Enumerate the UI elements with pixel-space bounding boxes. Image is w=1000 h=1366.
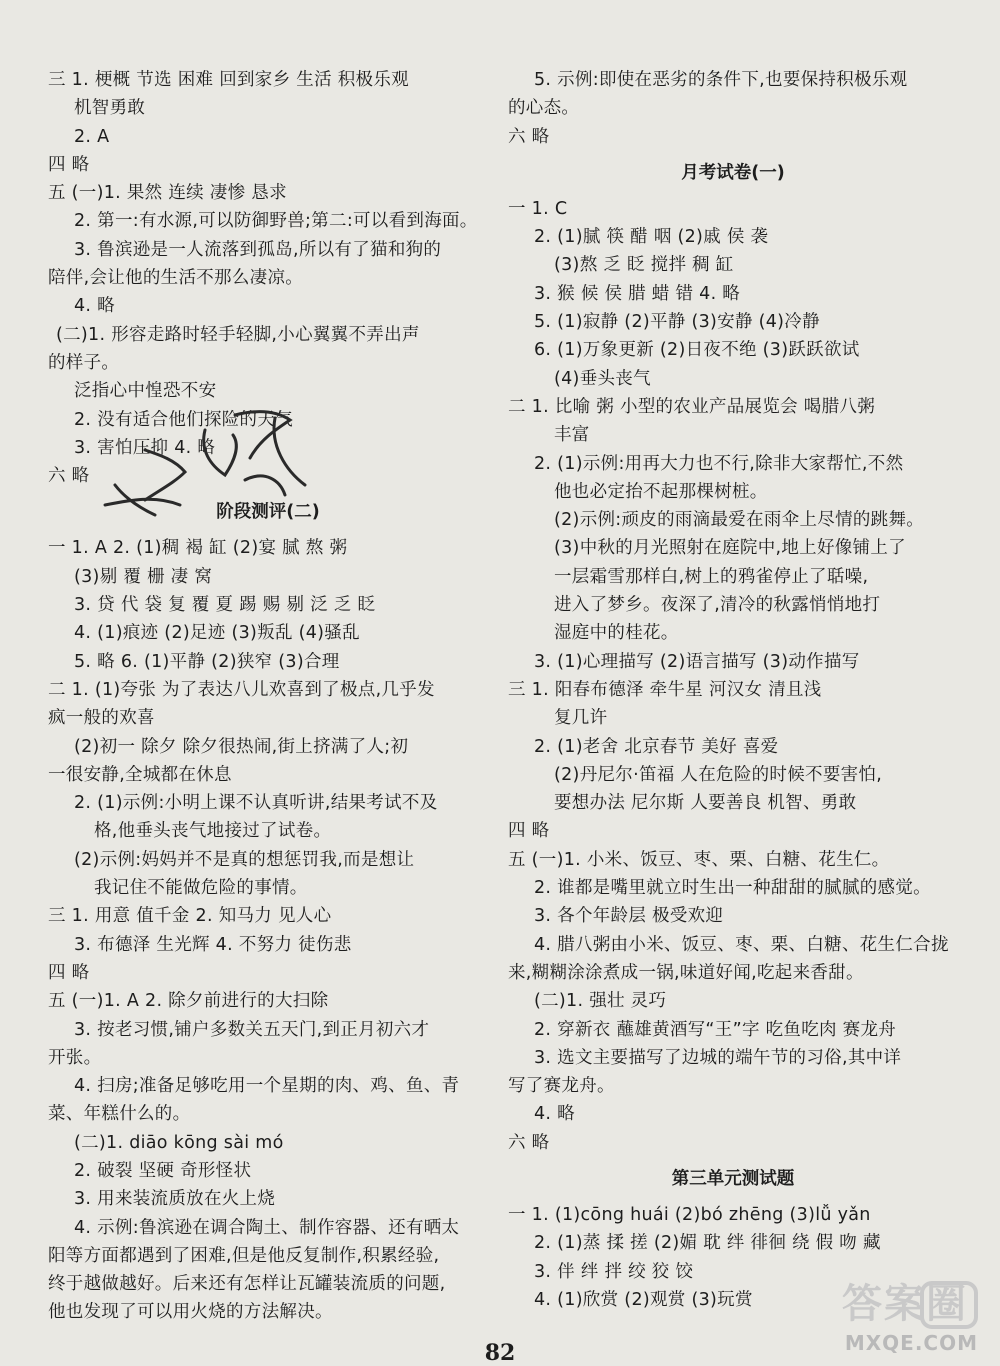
answer-line: 格,他垂头丧气地接过了试卷。 [94,821,332,842]
answer-line: 的心态。 [508,98,580,119]
answer-line: 4. 扫房;准备足够吃用一个星期的肉、鸡、鱼、青 [74,1076,460,1097]
answer-line: 2. A [74,126,110,147]
answer-line: 3. 猴 候 侯 腊 蜡 错 4. 略 [534,283,741,304]
answer-line: 疯一般的欢喜 [48,708,155,729]
answer-line: 2. (1)示例:小明上课不认真听讲,结果考试不及 [74,793,438,814]
answer-line: 2. 第一:有水源,可以防御野兽;第二:可以看到海面。 [74,211,478,232]
answer-line: 2. (1)腻 筷 醋 咽 (2)戚 侯 袭 [534,227,769,248]
answer-line: (3)熬 乏 眨 搅拌 稠 缸 [554,255,734,276]
answer-line: 2. 谁都是嘴里就立时生出一种甜甜的腻腻的感觉。 [534,878,931,899]
answer-line: 机智勇敢 [74,98,146,119]
answer-line: 六 略 [48,466,90,487]
answer-line: 4. (1)痕迹 (2)足迹 (3)叛乱 (4)骚乱 [74,623,360,644]
section-title: 第三单元测试题 [671,1168,795,1189]
answer-line: (2)初一 除夕 除夕很热闹,街上挤满了人;初 [74,736,409,757]
answer-line: 3. (1)心理描写 (2)语言描写 (3)动作描写 [534,651,860,672]
answer-line: 阳等方面都遇到了困难,但是他反复制作,积累经验, [48,1245,440,1266]
answer-line: 二 1. 比喻 粥 小型的农业产品展览会 喝腊八粥 [508,396,876,417]
answer-line: 写了赛龙舟。 [508,1076,615,1097]
answer-line: 6. (1)万象更新 (2)日夜不绝 (3)跃跃欲试 [534,340,860,361]
answer-line: (二)1. diāo kōng sài mó [74,1132,284,1153]
answer-line: 六 略 [508,1132,550,1153]
answer-line: 四 略 [48,962,90,983]
answer-line: 一层霜雪那样白,树上的鸦雀停止了聒噪, [554,566,869,587]
answer-line: (2)示例:妈妈并不是真的想惩罚我,而是想让 [74,849,415,870]
answer-line: (3)中秋的月光照射在庭院中,地上好像铺上了 [554,538,906,559]
answer-line: 一很安静,全城都在休息 [48,764,232,785]
answer-line: 五 (一)1. A 2. 除夕前进行的大扫除 [48,991,329,1012]
answer-line: (4)垂头丧气 [554,368,651,389]
answer-line: 3. 按老习惯,铺户多数关五天门,到正月初六才 [74,1019,430,1040]
answer-line: 3. 布德泽 生光辉 4. 不努力 徒伤悲 [74,934,352,955]
answer-line: (3)剔 覆 栅 凄 窝 [74,566,213,587]
answer-line: 5. 示例:即使在恶劣的条件下,也要保持积极乐观 [534,70,908,90]
answer-line: 4. 腊八粥由小米、饭豆、枣、栗、白糖、花生仁合拢 [534,934,949,955]
answer-line: 4. (1)欣赏 (2)观赏 (3)玩赏 [534,1289,753,1310]
answer-line: 三 1. 用意 值千金 2. 知马力 见人心 [48,906,332,927]
answer-line: 三 1. 阳春布德泽 牵牛星 河汉女 清且浅 [508,679,822,700]
handwritten-scribble [85,390,325,530]
answer-line: 3. 鲁滨逊是一人流落到孤岛,所以有了猫和狗的 [74,239,442,260]
answer-line: 湿庭中的桂花。 [554,623,679,644]
answer-line: 我记住不能做危险的事情。 [94,878,308,899]
answer-line: (2)示例:顽皮的雨滴最爱在雨伞上尽情的跳舞。 [554,510,925,531]
answer-line: 4. 示例:鲁滨逊在调合陶土、制作容器、还有晒太 [74,1217,460,1238]
answer-line: 3. 贷 代 袋 复 覆 夏 踢 赐 剔 泛 乏 眨 [74,595,376,616]
answer-line: 他也发现了可以用火烧的方法解决。 [48,1302,333,1323]
watermark-title: 答案圈 [842,1281,968,1327]
answer-line: 5. (1)寂静 (2)平静 (3)安静 (4)冷静 [534,312,820,333]
answer-line: 终于越做越好。后来还有怎样让瓦罐装流质的问题, [48,1274,446,1295]
answer-line: 一 1. A 2. (1)稠 褐 缸 (2)宴 腻 熬 粥 [48,538,348,559]
answer-line: 五 (一)1. 小米、饭豆、枣、栗、白糖、花生仁。 [508,849,890,870]
answer-line: 4. 略 [534,1104,575,1125]
answer-line: 四 略 [508,821,550,842]
left-column [48,66,488,1327]
answer-line: 要想办法 尼尔斯 人要善良 机智、勇敢 [554,793,857,814]
answer-line: 2. (1)示例:用再大力也不行,除非大家帮忙,不然 [534,453,904,474]
answer-line: 3. 选文主要描写了边城的端午节的习俗,其中详 [534,1047,902,1068]
right-column [508,66,958,1314]
answer-line: 开张。 [48,1047,102,1068]
answer-line: 复几许 [554,708,608,729]
answer-line: 的样子。 [48,352,120,373]
answer-line: 3. 各个年龄层 极受欢迎 [534,906,724,927]
answer-line: 一 1. C [508,198,568,219]
answer-line: 菜、年糕什么的。 [48,1104,191,1125]
answer-line: 一 1. (1)cōng huái (2)bó zhēng (3)lǚ yǎn [508,1204,871,1225]
answer-line: 来,糊糊涂涂煮成一锅,味道好闻,吃起来香甜。 [508,962,864,983]
answer-line: (二)1. 形容走路时轻手轻脚,小心翼翼不弄出声 [56,324,420,345]
answer-line: 2. 穿新衣 蘸雄黄酒写“王”字 吃鱼吃肉 赛龙舟 [534,1019,897,1040]
answer-line: 5. 略 6. (1)平静 (2)狭窄 (3)合理 [74,651,340,672]
answer-line: 泛指心中惶恐不安 [74,381,217,402]
answer-line: 3. 用来装流质放在火上烧 [74,1189,276,1210]
answer-line: 3. 伴 绊 拌 绞 狡 饺 [534,1261,694,1282]
answer-line: 他也必定抬不起那棵树桩。 [554,481,768,502]
section-title: 阶段测评(二) [216,502,320,523]
answer-line: 4. 略 [74,296,115,317]
answer-line: 2. 没有适合他们探险的天气 [74,409,293,430]
answer-line: 五 (一)1. 果然 连续 凄惨 恳求 [48,183,287,204]
answer-line: 六 略 [508,126,550,147]
answer-line: 3. 害怕压抑 4. 略 [74,437,216,458]
answer-line: 丰富 [554,425,590,446]
answer-line: (2)丹尼尔·笛福 人在危险的时候不要害怕, [554,764,883,785]
answer-line: 2. 破裂 坚硬 奇形怪状 [74,1160,252,1181]
answer-line: 四 略 [48,154,90,175]
answer-line: 三 1. 梗概 节选 困难 回到家乡 生活 积极乐观 [48,70,409,90]
answer-line: 陪伴,会让他的生活不那么凄凉。 [48,268,304,289]
answer-line: 二 1. (1)夸张 为了表达八儿欢喜到了极点,几乎发 [48,679,435,700]
answer-line: (二)1. 强壮 灵巧 [534,991,667,1012]
section-title: 月考试卷(一) [681,162,785,183]
answer-line: 2. (1)老舍 北京春节 美好 喜爱 [534,736,779,757]
answer-line: 进入了梦乡。夜深了,清冷的秋露悄悄地打 [554,595,881,616]
watermark-url: MXQE.COM [844,1331,978,1355]
answer-line: 2. (1)蒸 揉 搓 (2)媚 耽 绊 徘徊 绕 假 吻 藏 [534,1233,881,1254]
page-number: 82 [484,1340,516,1366]
